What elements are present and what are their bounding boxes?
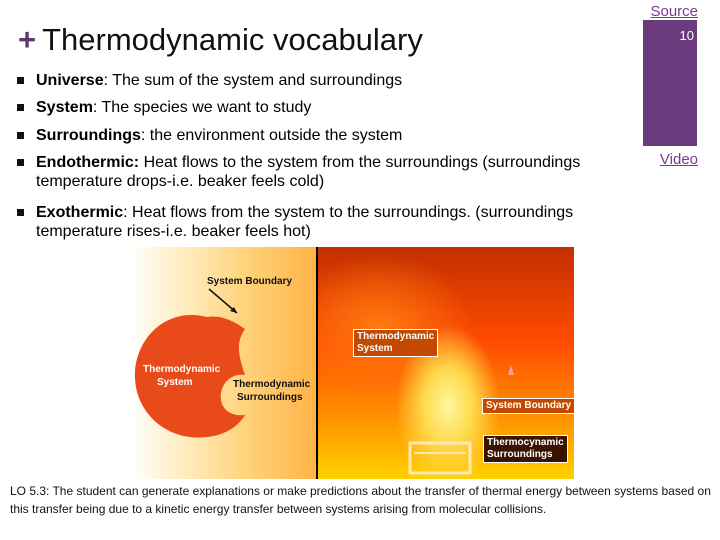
definition-exothermic: : Heat flows from the system to the surroundings. (surroundings temperature rises-i.e. beaker feels hot) — [36, 204, 574, 240]
source-link[interactable]: Source — [650, 3, 698, 20]
label-box-system-text — [353, 329, 438, 357]
bullet-marker — [17, 104, 24, 111]
bullet-marker — [17, 132, 24, 139]
term-system: System — [36, 99, 93, 116]
label-surroundings-line1: Thermodynamic — [233, 379, 311, 390]
term-endothermic: Endothermic: — [36, 154, 140, 171]
label-system-boundary: System Boundary — [207, 276, 293, 287]
definition-system: : The species we want to study — [92, 99, 312, 116]
term-universe: Universe — [36, 72, 104, 89]
label-system-line1: Thermodynamic — [143, 364, 221, 375]
label-box-system — [353, 329, 438, 357]
bullet-marker — [17, 159, 24, 166]
thermodynamics-illustration — [127, 247, 574, 479]
learning-objective: LO 5.3: The student can generate explanations or make predictions about the transfer of thermal energy between systems based on this transfer being due to a kinetic energy transfer between systems arising from molecular collisions. — [10, 484, 711, 516]
label-box-surroundings-text — [483, 435, 568, 463]
slide-number: 10 — [679, 28, 694, 43]
definition-universe: : The sum of the system and surroundings — [103, 72, 403, 89]
label-box-system-boundary: System Boundary — [482, 398, 574, 414]
title-text: Thermodynamic vocabulary — [42, 22, 423, 57]
diagram-panel — [127, 247, 316, 479]
term-exothermic: Exothermic — [36, 204, 124, 221]
label-box-surroundings — [483, 435, 568, 463]
bullet-marker — [17, 77, 24, 84]
term-surroundings: Surroundings — [36, 127, 141, 144]
label-system-line2: System — [157, 377, 193, 388]
plus-mark: + — [18, 22, 37, 57]
bullet-marker — [17, 209, 24, 216]
label-box-surroundings-line2: Surroundings — [487, 449, 553, 460]
label-box-system-line1: Thermodynamic — [357, 331, 435, 342]
label-surroundings-line2: Surroundings — [237, 392, 303, 403]
label-box-surroundings-line1: Thermocynamic — [487, 437, 564, 448]
definition-endothermic: Heat flows to the system from the surroundings (surroundings temperature drops-i.e. beaker feels cold) — [36, 154, 581, 190]
definition-surroundings: : the environment outside the system — [140, 127, 403, 144]
page-title — [18, 22, 423, 58]
video-link[interactable]: Video — [659, 151, 698, 168]
label-box-system-line2: System — [357, 343, 393, 354]
fire-photo-panel — [318, 247, 574, 479]
